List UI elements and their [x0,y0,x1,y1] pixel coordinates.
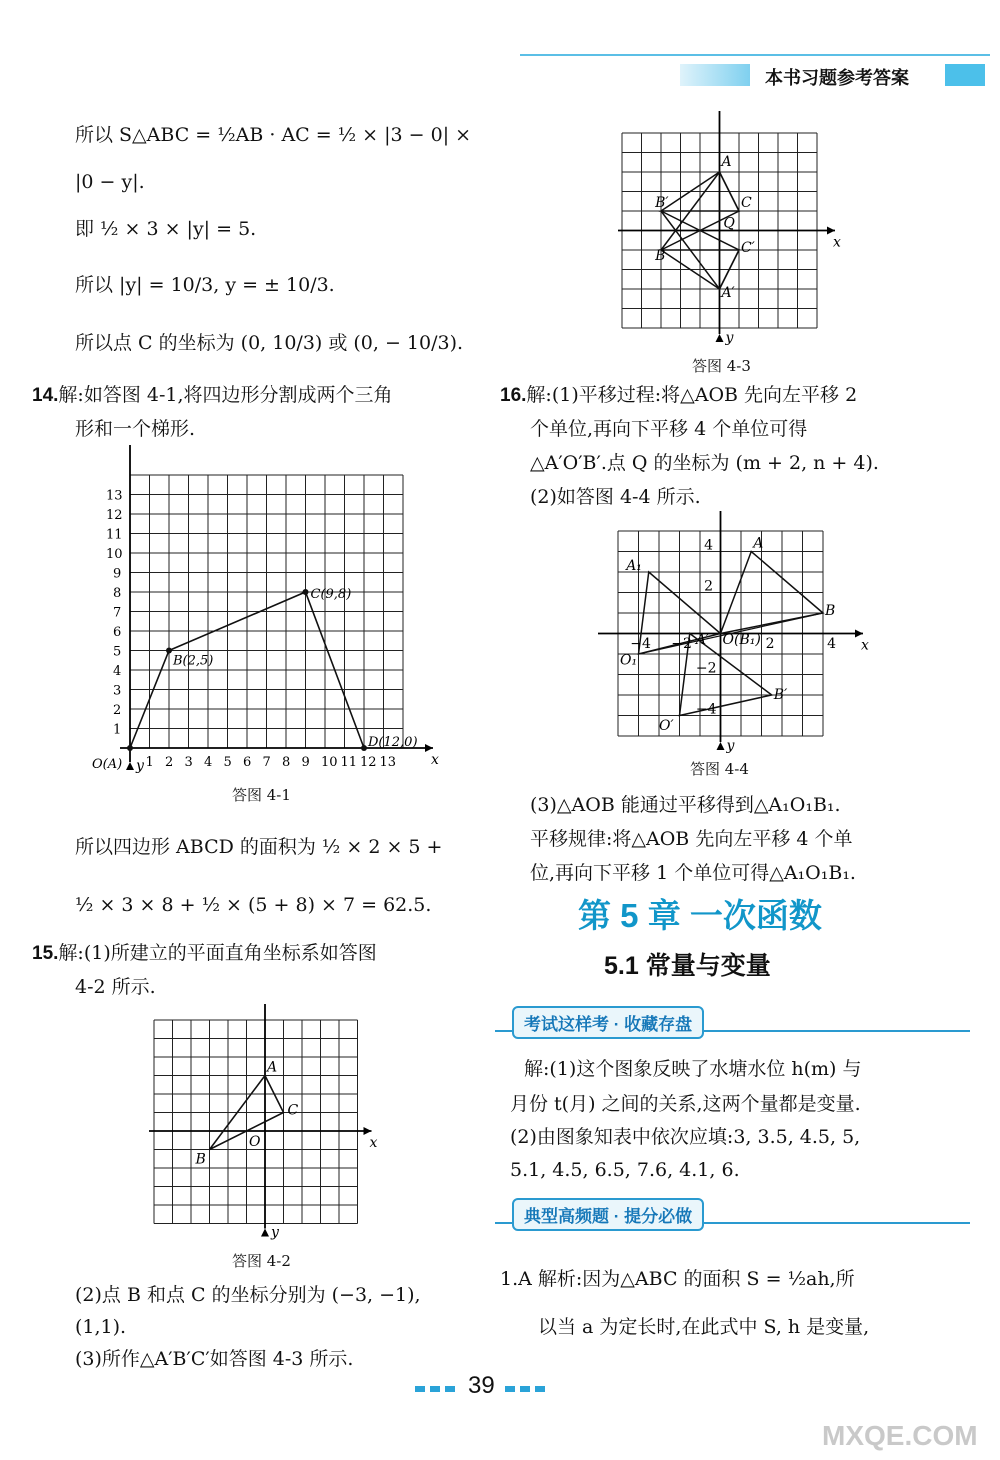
q15-line-a: 解:(1)所建立的平面直角坐标系如答图 [58,942,377,964]
q16-line-e: (3)△AOB 能通过平移得到△A₁O₁B₁. [530,794,841,816]
fig41-point-label: D(12,0) [368,735,418,750]
fig41-x-tick-5: 5 [223,755,232,770]
q14-number: 14. [32,385,59,406]
fig44-x-label: x [861,637,869,654]
fig41-vertex-1 [166,648,172,654]
p1-line-a: 1.A 解析:因为△ABC 的面积 S = ½ah,所 [500,1268,855,1290]
footer-dots-left [415,1386,460,1392]
fig41-y-tick-10: 10 [106,547,123,562]
fig41-x-tick-7: 7 [262,755,271,770]
watermark: MXQE.COM [822,1420,978,1451]
fig43-label: Q [723,215,735,232]
fig44-label: B [825,603,836,620]
fig41-vertex-3 [361,745,367,751]
fig41-y-arrow [126,762,134,770]
q14-text [32,378,393,413]
fig44-tick: −2 [671,635,692,652]
fig42-caption: 答图 4-2 [232,1252,291,1270]
fig43-x-arrow [827,227,835,235]
fig44-label: A [753,535,764,552]
fig41-x-tick-12: 12 [360,755,377,770]
area-line-b: ½ × 3 × 8 + ½ × (5 + 8) × 7 = 62.5. [75,894,432,916]
footer-dots-right [505,1386,550,1392]
fig41-y-tick-3: 3 [113,683,122,699]
left-line-5: 所以点 C 的坐标为 (0, 10/3) 或 (0, − 10/3). [75,332,464,354]
banner-exam-style: 考试这样考 · 收藏存盘 [512,1006,704,1039]
figure-4-2 [140,1000,380,1241]
fig41-y-tick-5: 5 [113,644,122,660]
q15-line-b: 4-2 所示. [75,976,156,998]
page-number: 39 [468,1372,495,1399]
fig42-drawing [149,1004,378,1241]
s1-line-d: 5.1, 4.5, 6.5, 7.6, 4.1, 6. [510,1159,740,1181]
q15-line-e: (3)所作△A′B′C′如答图 4-3 所示. [75,1348,354,1370]
fig43-y-label: y [725,330,734,346]
fig41-x-tick-11: 11 [340,755,358,770]
fig42-x-label: x [369,1135,378,1151]
fig44-tick: −4 [630,635,651,652]
fig44-label: A₁ [626,557,642,574]
fig44-y-arrow [717,742,725,750]
s1-line-c: (2)由图象知表中依次应填:3, 3.5, 4.5, 5, [510,1126,861,1148]
header-tab [945,64,985,86]
section-title: 5.1 常量与变量 [604,952,771,980]
fig43-label: B [655,247,666,264]
q14-line-b: 形和一个梯形. [75,418,196,440]
fig43-caption: 答图 4-3 [692,357,751,375]
fig44-x-arrow [855,630,863,638]
banner-high-frequency: 典型高频题 · 提分必做 [512,1198,704,1231]
q15-number: 15. [32,943,59,964]
q16-line-f: 平移规律:将△AOB 先向左平移 4 个单 [530,828,853,850]
fig41-vertex-2 [303,589,309,595]
fig41-x-tick-6: 6 [243,755,252,770]
fig41-y-tick-1: 1 [113,722,122,738]
fig41-x-tick-2: 2 [165,755,174,770]
figure-4-3 [600,105,850,355]
fig44-tick: 2 [704,578,714,595]
fig41-grid [120,445,439,774]
left-line-4: 所以 |y| = 10/3, y = ± 10/3. [75,274,335,296]
fig41-vertex-0 [127,745,133,751]
fig44-label: O′ [659,717,674,734]
fig41-labels [92,489,418,773]
fig42-x-arrow [364,1127,372,1135]
q16-text [500,378,857,413]
fig41-point-label: O(A) [92,757,123,772]
fig44-drawing [598,511,869,754]
fig42-label-C: C [287,1102,299,1119]
fig44-caption: 答图 4-4 [690,760,749,778]
fig44-y-label: y [726,738,735,754]
q15-line-d: (1,1). [75,1316,127,1338]
q15-text [32,936,377,971]
fig44-label: O₁ [620,652,638,669]
fig41-y-tick-12: 12 [106,508,123,523]
fig41-point-label: C(9,8) [310,587,352,602]
fig44-tick: −4 [695,701,717,718]
figure-4-1 [90,440,440,780]
fig41-x-tick-4: 4 [204,755,213,770]
fig41-x-tick-3: 3 [184,755,193,770]
header-bar [520,40,990,90]
fig41-x-tick-9: 9 [301,755,310,770]
fig44-tick: 2 [765,635,775,652]
chapter-title: 第 5 章 一次函数 [578,897,822,934]
fig44-label: O(B₁) [722,631,761,648]
fig41-y-tick-9: 9 [113,566,122,582]
fig42-label-O: O [249,1134,261,1150]
fig42-y-arrow [261,1229,269,1237]
q15-line-c: (2)点 B 和点 C 的坐标分别为 (−3, −1), [75,1284,421,1306]
fig41-y-label: y [136,758,144,774]
fig41-x-label: x [431,752,439,768]
fig41-x-tick-10: 10 [321,755,338,770]
fig43-label: A′ [721,284,735,301]
fig44-label: B′ [773,687,788,704]
fig41-y-tick-2: 2 [113,703,122,718]
fig43-x-label: x [833,234,841,251]
q14-line-a: 解:如答图 4-1,将四边形分割成两个三角 [58,384,393,406]
fig41-y-tick-8: 8 [113,586,122,601]
fig44-tick: 4 [827,635,837,652]
fig41-x-tick-1: 1 [145,755,154,770]
left-line-2: |0 − y|. [75,171,145,193]
s1-line-b: 月份 t(月) 之间的关系,这两个量都是变量. [510,1093,861,1115]
fig43-label: C′ [740,239,755,256]
header-line [520,54,990,56]
left-line-1: 所以 S△ABC = ½AB · AC = ½ × |3 − 0| × [75,124,472,146]
fig41-y-tick-4: 4 [113,664,122,679]
q16-line-g: 位,再向下平移 1 个单位可得△A₁O₁B₁. [530,862,856,884]
fig43-drawing [618,111,841,346]
p1-line-b: 以当 a 为定长时,在此式中 S, h 是变量, [538,1316,870,1338]
fig43-label: B′ [655,195,669,212]
fig42-label-A: A [267,1059,278,1076]
left-line-3: 即 ½ × 3 × |y| = 5. [75,218,257,240]
fig42-y-label: y [271,1224,279,1241]
fig41-y-tick-6: 6 [113,625,122,640]
q16-line-c: △A′O′B′.点 Q 的坐标为 (m + 2, n + 4). [530,452,879,474]
fig41-y-tick-13: 13 [106,488,123,504]
fig41-y-tick-11: 11 [106,527,123,543]
q16-line-b: 个单位,再向下平移 4 个单位可得 [530,418,808,440]
fig43-y-arrow [716,334,724,342]
fig42-label-B: B [195,1151,206,1168]
header-decoration [680,64,750,86]
s1-line-a: 解:(1)这个图象反映了水塘水位 h(m) 与 [524,1058,862,1080]
fig44-tick: −2 [695,660,717,677]
q16-number: 16. [500,385,527,406]
fig41-point-label: B(2,5) [173,653,214,669]
fig41-caption: 答图 4-1 [232,786,291,804]
fig43-label: A [721,154,732,171]
fig41-x-tick-8: 8 [282,755,291,770]
fig41-x-tick-13: 13 [379,755,397,770]
fig41-y-tick-7: 7 [113,605,122,621]
area-line-a: 所以四边形 ABCD 的面积为 ½ × 2 × 5 + [75,836,443,858]
header-title: 本书习题参考答案 [765,68,909,88]
fig43-label: C [740,195,752,212]
fig41-x-arrow [425,744,433,752]
figure-4-4 [592,505,872,760]
fig44-tick: 4 [704,537,714,554]
q16-line-a: 解:(1)平移过程:将△AOB 先向左平移 2 [526,384,858,406]
fig44-label: A′ [695,631,710,648]
q16-line-d: (2)如答图 4-4 所示. [530,486,701,508]
